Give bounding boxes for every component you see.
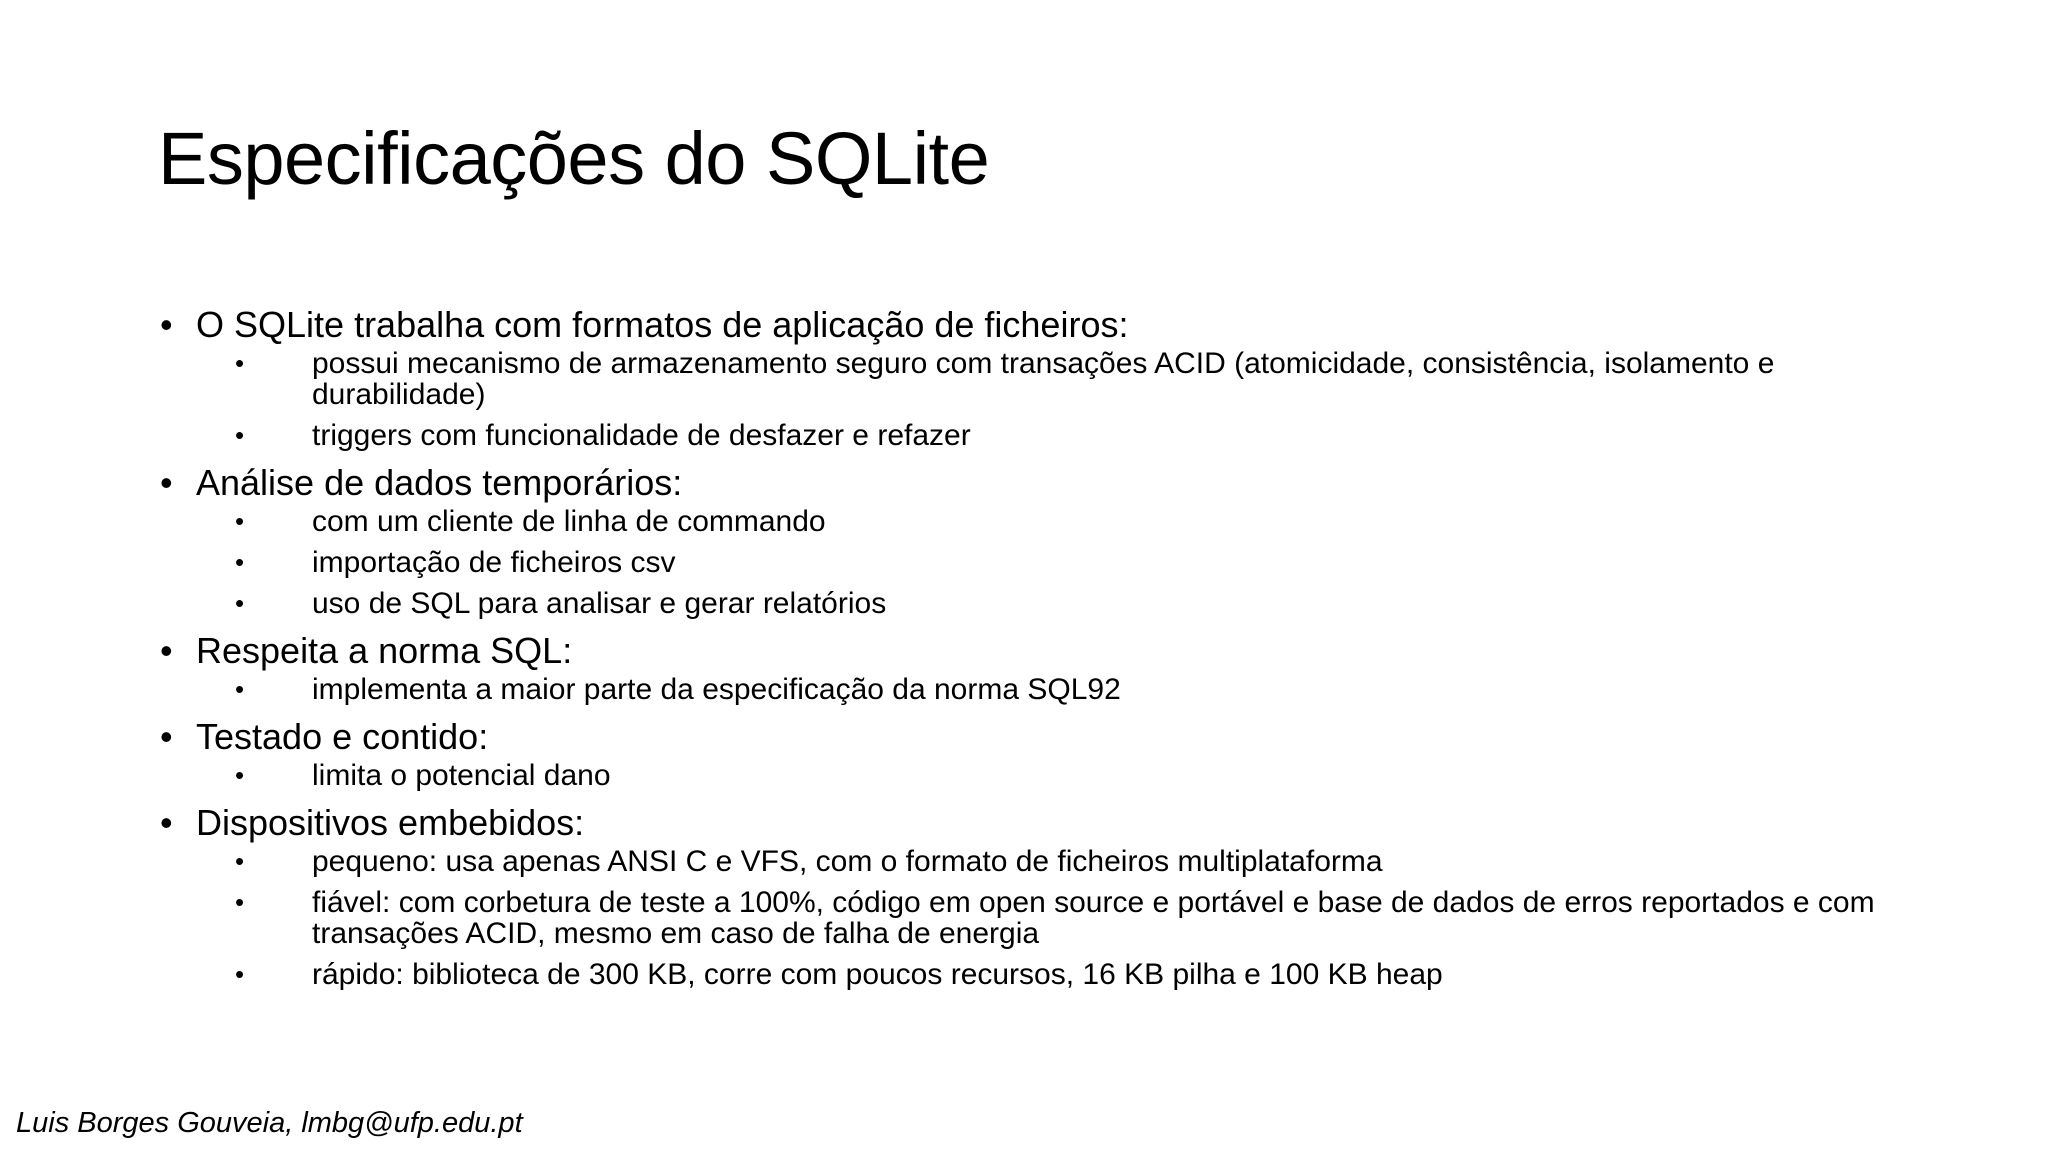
slide-title: Especificações do SQLite bbox=[158, 117, 990, 200]
bullet-icon: • bbox=[235, 760, 245, 790]
bullet-icon: • bbox=[160, 304, 173, 345]
sub-bullet-text: triggers com funcionalidade de desfazer e refazer bbox=[312, 419, 971, 452]
bullet-icon: • bbox=[235, 348, 245, 378]
sub-bullet-text: rápido: biblioteca de 300 KB, corre com poucos recursos, 16 KB pilha e 100 KB heap bbox=[312, 958, 1443, 991]
sub-bullet-list bbox=[196, 760, 1938, 791]
sub-bullet-item bbox=[235, 547, 1938, 578]
bullet-text: Análise de dados temporários: bbox=[196, 462, 683, 503]
sub-bullet-list bbox=[196, 506, 1938, 619]
sub-bullet-text: possui mecanismo de armazenamento seguro com transações ACID (atomicidade, consistência, isolamento e durabilidade) bbox=[312, 347, 1775, 411]
bullet-icon: • bbox=[235, 506, 245, 536]
sub-bullet-list bbox=[196, 846, 1938, 990]
sub-bullet-text: importação de ficheiros csv bbox=[312, 546, 676, 579]
sub-bullet-item bbox=[235, 348, 1938, 410]
bullet-icon: • bbox=[235, 588, 245, 618]
sub-bullet-text: pequeno: usa apenas ANSI C e VFS, com o formato de ficheiros multiplataforma bbox=[312, 845, 1383, 878]
bullet-item bbox=[158, 303, 1938, 451]
sub-bullet-text: com um cliente de linha de commando bbox=[312, 505, 826, 538]
bullet-icon: • bbox=[160, 462, 173, 503]
bullet-item bbox=[158, 715, 1938, 791]
slide-content bbox=[158, 303, 1938, 990]
sub-bullet-item bbox=[235, 959, 1938, 990]
bullet-icon: • bbox=[160, 802, 173, 843]
sub-bullet-item bbox=[235, 588, 1938, 619]
sub-bullet-text: implementa a maior parte da especificação da norma SQL92 bbox=[312, 673, 1121, 706]
sub-bullet-item bbox=[235, 506, 1938, 537]
bullet-icon: • bbox=[235, 846, 245, 876]
author-footer: Luis Borges Gouveia, lmbg@ufp.edu.pt bbox=[16, 1107, 523, 1139]
sub-bullet-text: fiável: com corbetura de teste a 100%, código em open source e portável e base de dados de erros reportados e com transações ACID, mesmo em caso de falha de energia bbox=[312, 886, 1875, 950]
sub-bullet-list bbox=[196, 674, 1938, 705]
sub-bullet-item bbox=[235, 887, 1938, 949]
bullet-icon: • bbox=[160, 716, 173, 757]
bullet-icon: • bbox=[235, 959, 245, 989]
sub-bullet-text: limita o potencial dano bbox=[312, 759, 611, 792]
bullet-item bbox=[158, 461, 1938, 619]
sub-bullet-item bbox=[235, 760, 1938, 791]
sub-bullet-item bbox=[235, 846, 1938, 877]
bullet-icon: • bbox=[235, 887, 245, 917]
bullet-icon: • bbox=[235, 674, 245, 704]
bullet-list bbox=[158, 303, 1938, 990]
sub-bullet-list bbox=[196, 348, 1938, 451]
sub-bullet-item bbox=[235, 420, 1938, 451]
bullet-text: Dispositivos embebidos: bbox=[196, 802, 585, 843]
bullet-item bbox=[158, 801, 1938, 990]
sub-bullet-item bbox=[235, 674, 1938, 705]
sub-bullet-text: uso de SQL para analisar e gerar relatórios bbox=[312, 587, 887, 620]
bullet-item bbox=[158, 629, 1938, 705]
bullet-icon: • bbox=[235, 547, 245, 577]
bullet-icon: • bbox=[235, 420, 245, 450]
bullet-text: Respeita a norma SQL: bbox=[196, 630, 573, 671]
bullet-icon: • bbox=[160, 630, 173, 671]
bullet-text: O SQLite trabalha com formatos de aplicação de ficheiros: bbox=[196, 304, 1129, 345]
bullet-text: Testado e contido: bbox=[196, 716, 489, 757]
